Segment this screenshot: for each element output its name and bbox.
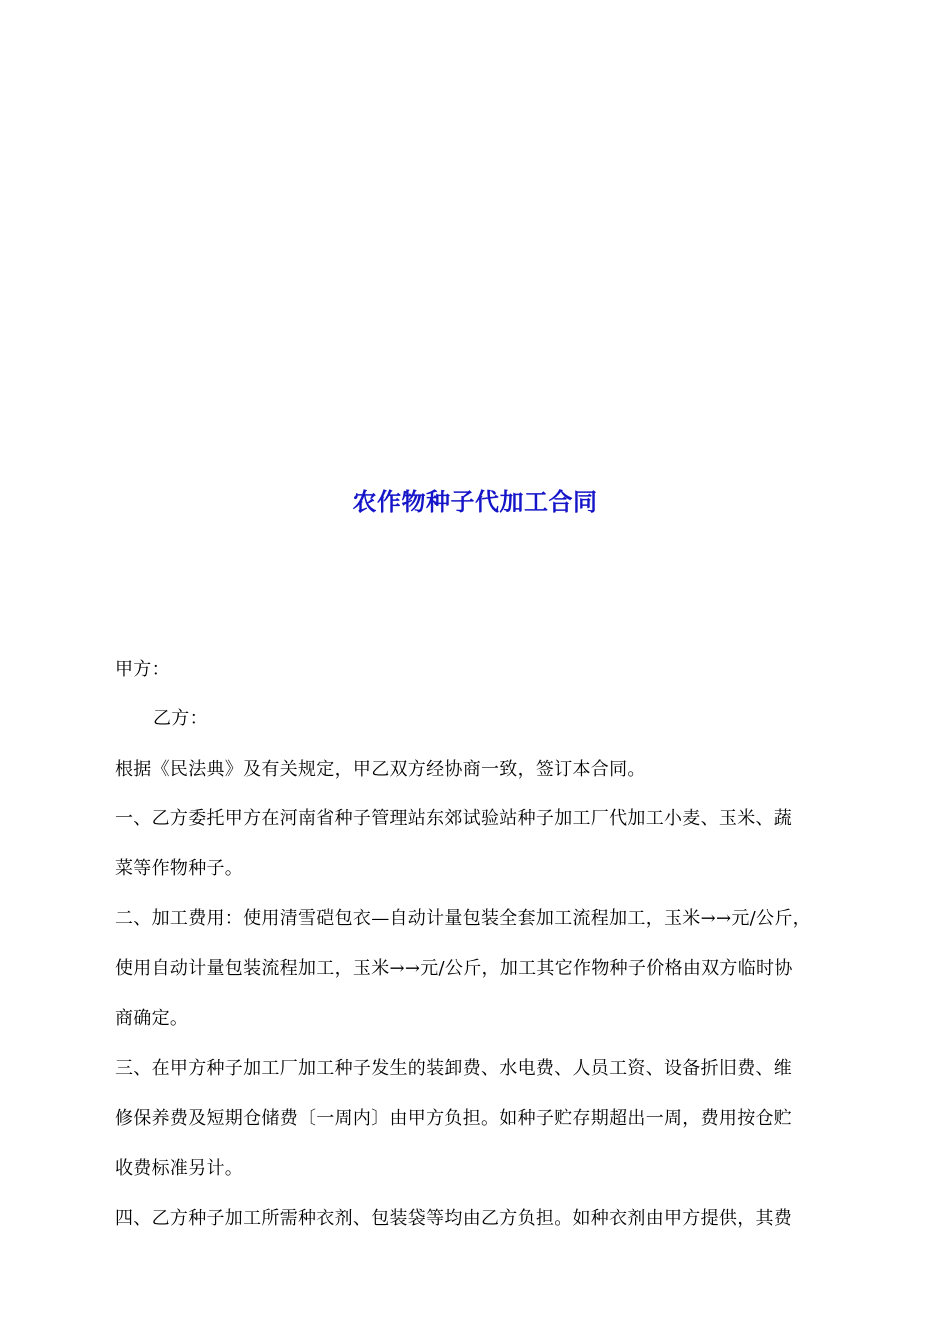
clause-1-line-2: 菜等作物种子。: [115, 858, 244, 879]
clause-3-line-3: 收费标准另计。: [115, 1158, 244, 1179]
clause-3-line-2: 修保养费及短期仓储费〔一周内〕由甲方负担。如种子贮存期超出一周，费用按仓贮: [115, 1108, 793, 1129]
clause-2-line-1: 二、加工费用：使用清雪硙包衣—自动计量包装全套加工流程加工，玉米→→元/公斤，: [115, 908, 811, 929]
clause-4-line-1: 四、乙方种子加工所需种衣剂、包装袋等均由乙方负担。如种衣剂由甲方提供，其费: [115, 1208, 793, 1229]
clause-2-line-2: 使用自动计量包装流程加工，玉米→→元/公斤，加工其它作物种子价格由双方临时协: [115, 958, 793, 979]
clause-1-line-1: 一、乙方委托甲方在河南省种子管理站东郊试验站种子加工厂代加工小麦、玉米、蔬: [115, 808, 793, 829]
party-b-line: 乙方：: [153, 708, 208, 729]
document-title: 农作物种子代加工合同: [352, 488, 598, 516]
preamble-line: 根据《民法典》及有关规定，甲乙双方经协商一致，签订本合同。: [115, 759, 646, 780]
clause-3-line-1: 三、在甲方种子加工厂加工种子发生的装卸费、水电费、人员工资、设备折旧费、维: [115, 1058, 793, 1079]
party-a-line: 甲方：: [115, 659, 170, 680]
clause-2-line-3: 商确定。: [115, 1008, 189, 1029]
